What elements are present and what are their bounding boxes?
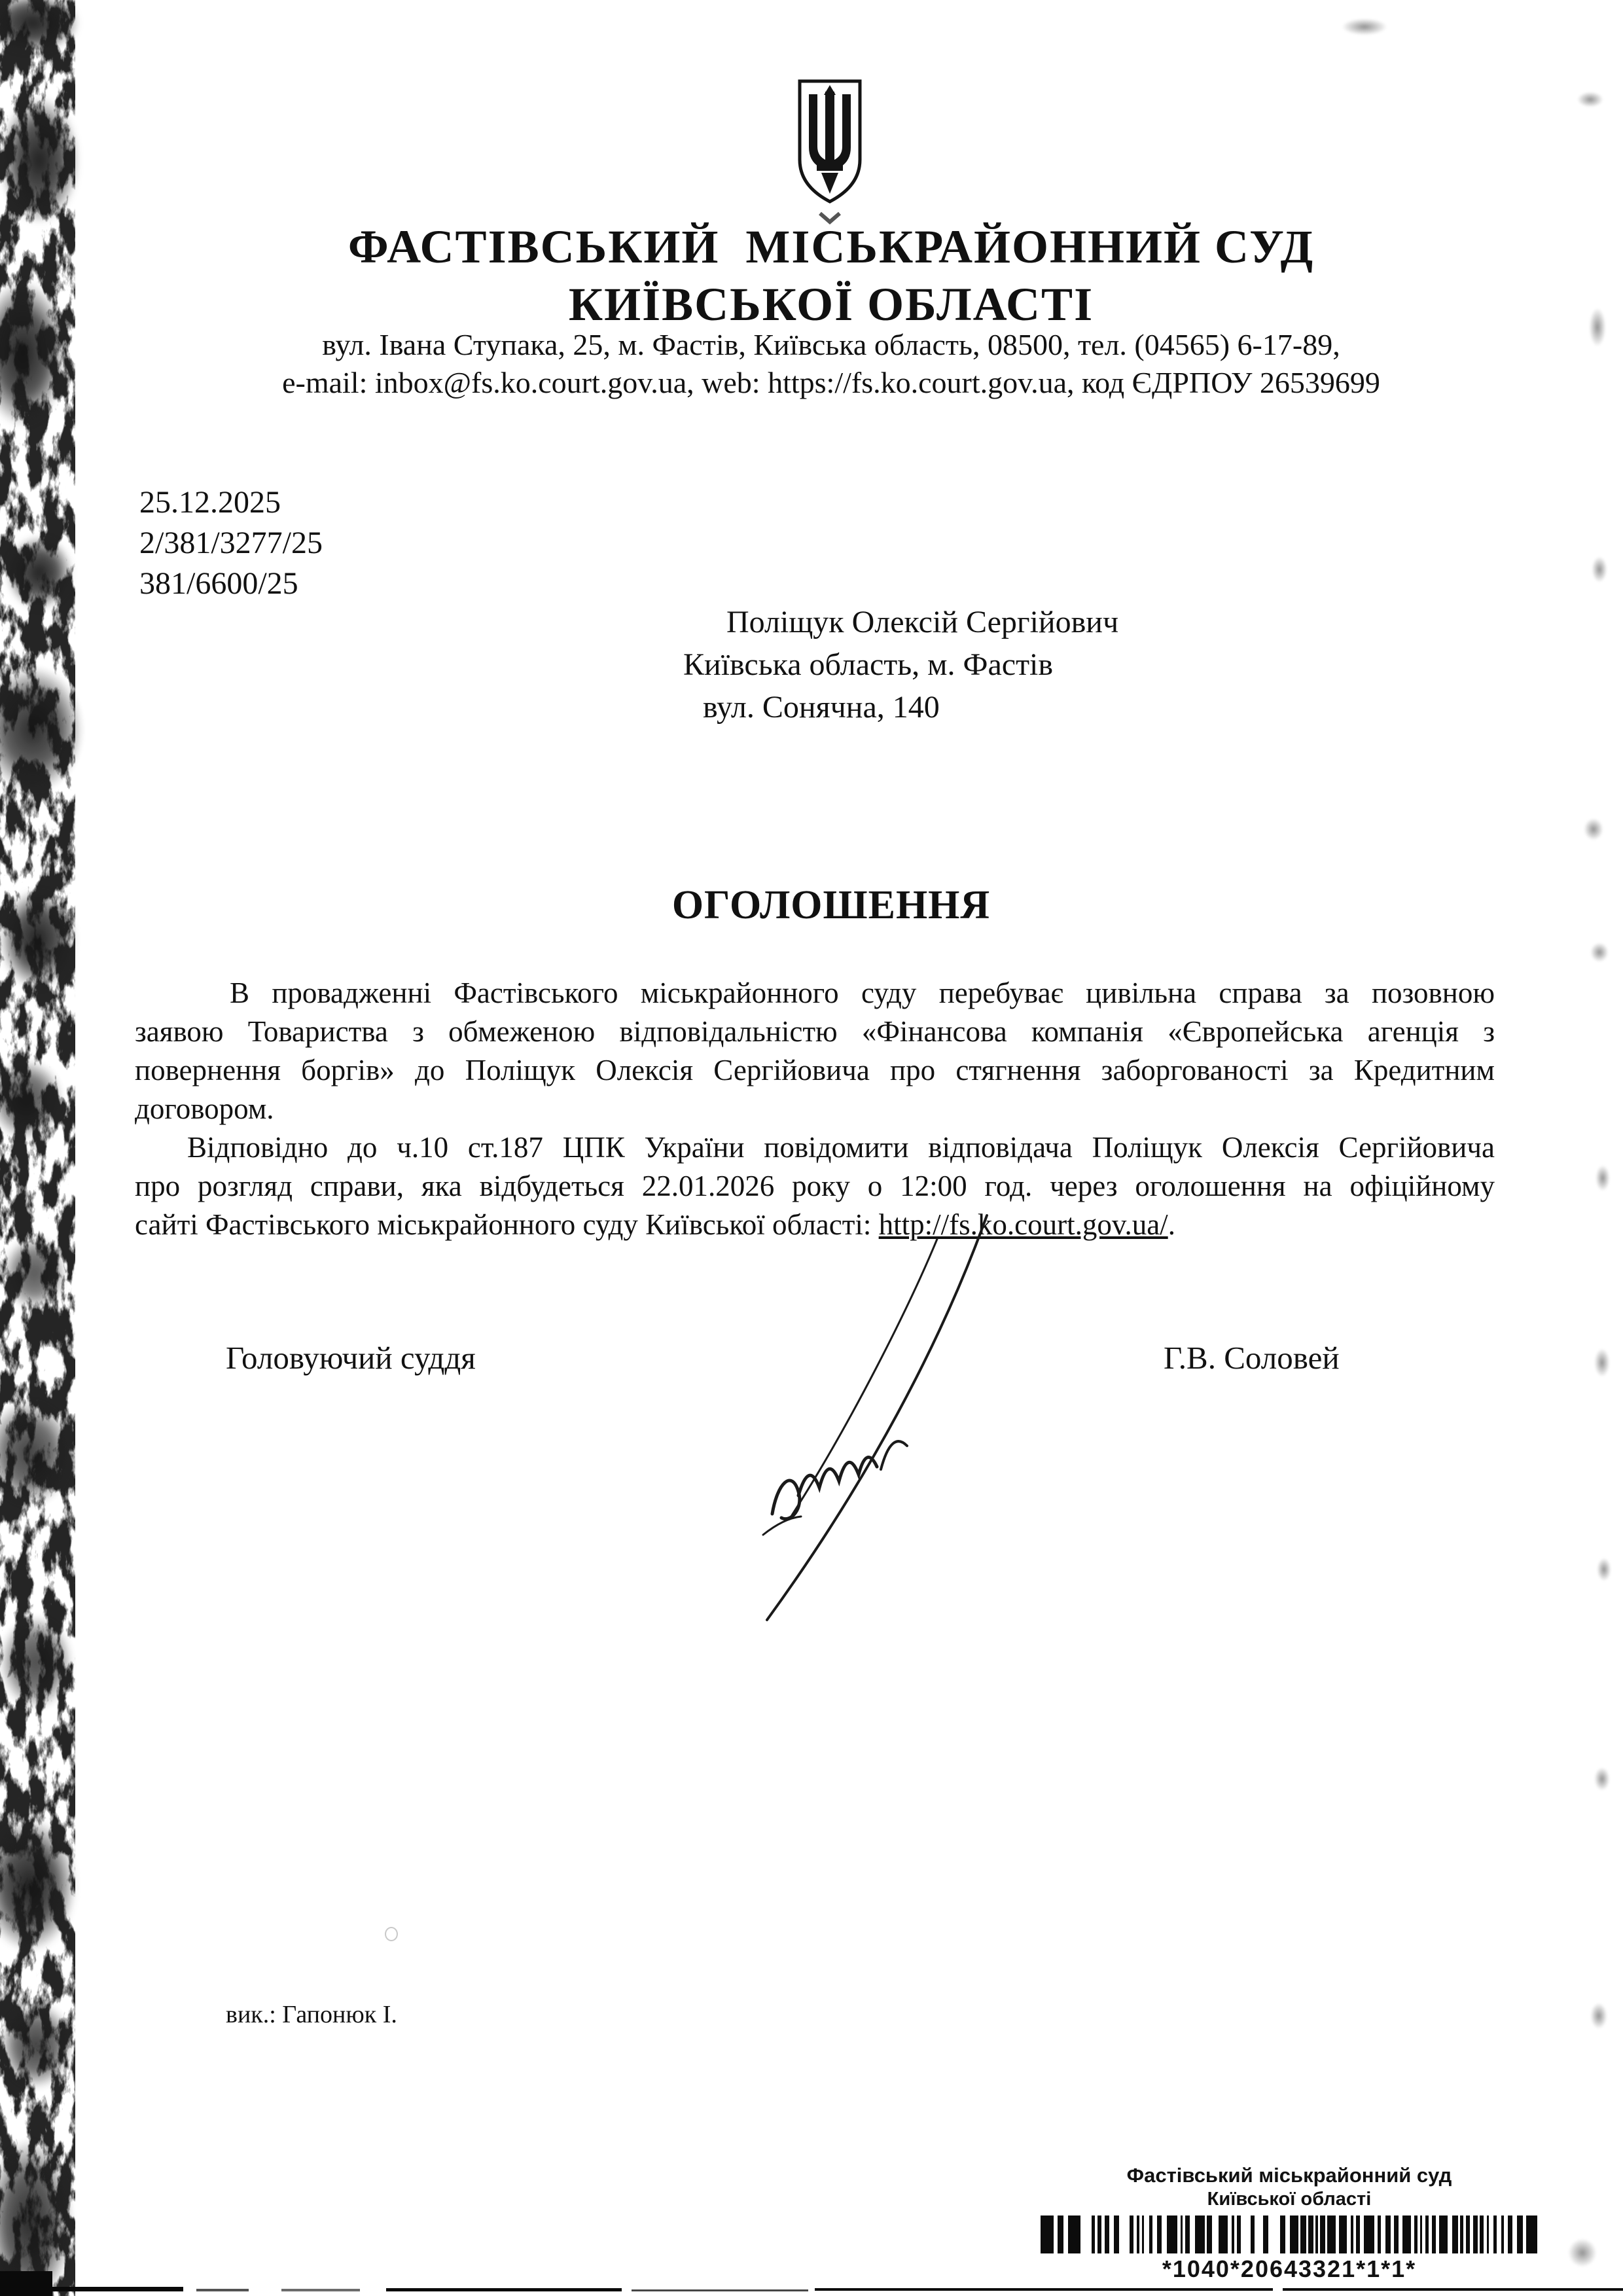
document-meta-block [139, 482, 323, 604]
judge-name: Г.В. Соловей [1164, 1340, 1340, 1376]
scan-speck [1592, 556, 1607, 583]
body-line: договором. [135, 1092, 274, 1125]
body-line-text: . [1168, 1208, 1175, 1241]
barcode-court-label-line1: Фастівський міськрайонний суд [1126, 2164, 1452, 2187]
judge-signature [694, 1208, 1021, 1643]
court-name-line1: ФАСТІВСЬКИЙ МІСЬКРАЙОННИЙ СУД [348, 221, 1315, 273]
court-address: вул. Івана Ступака, 25, м. Фастів, Київська область, 08500, тел. (04565) 6-17-89, [322, 328, 1340, 361]
document-title: ОГОЛОШЕННЯ [671, 883, 991, 927]
recipient-street: вул. Сонячна, 140 [703, 690, 940, 725]
scan-speck [1590, 2003, 1607, 2029]
case-number: 2/381/3277/25 [139, 526, 323, 560]
scan-speck [1568, 2238, 1597, 2267]
scan-edge-artifact [632, 2289, 808, 2291]
scan-edge-artifact [386, 2288, 622, 2291]
scan-edge-artifact [281, 2289, 360, 2291]
court-contacts: e-mail: inbox@fs.ko.court.gov.ua, web: https://fs.ko.court.gov.ua, код ЄДРПОУ 26539699 [282, 366, 1380, 399]
recipient-block [683, 601, 1118, 728]
recipient-name: Поліщук Олексій Сергійович [726, 605, 1119, 639]
body-line: заявою Товариства з обмеженою відповідальністю «Фінансова компанія «Європейська агенція з [135, 1015, 1495, 1048]
scan-speck [1342, 18, 1387, 35]
barcode-value: *1040*20643321*1*1* [1162, 2255, 1417, 2282]
barcode-court-label-line2: Київської області [1207, 2189, 1372, 2210]
scan-speck [1584, 818, 1603, 840]
judge-title-label: Головуючий суддя [226, 1340, 476, 1376]
scan-edge-artifact [815, 2288, 1273, 2291]
court-website-url: http://fs.ko.court.gov.ua/ [878, 1208, 1168, 1241]
proceeding-number: 381/6600/25 [139, 566, 298, 601]
scan-speck [1596, 1165, 1610, 1191]
scan-speck [1594, 1348, 1610, 1377]
court-name-line2: КИЇВСЬКОЇ ОБЛАСТІ [568, 278, 1094, 331]
scan-edge-artifact [0, 2271, 52, 2296]
scan-speck [1597, 1558, 1611, 1581]
scan-ring-artifact [385, 1927, 398, 1941]
body-line: про розгляд справи, яка відбудеться 22.01.2026 року о 12:00 год. через оголошення на офіційному [135, 1170, 1495, 1202]
scan-speck [1590, 942, 1609, 962]
barcode [1041, 2215, 1538, 2253]
body-line: повернення боргів» до Поліщук Олексія Сергійовича про стягнення заборгованості за Кредитним [135, 1054, 1495, 1086]
scan-speck [1577, 92, 1603, 107]
scan-speck [1594, 1767, 1610, 1791]
ukraine-coat-of-arms-icon [784, 76, 876, 231]
executor-note: вик.: Гапонюк І. [226, 2001, 397, 2028]
scan-edge-artifact [1283, 2288, 1623, 2291]
scan-edge-artifact [196, 2289, 249, 2291]
document-date: 25.12.2025 [139, 485, 281, 520]
announcement-body [135, 974, 1495, 1244]
barcode-block [1034, 2164, 1544, 2283]
body-line-text: сайті Фастівського міськрайонного суду Київської області: [135, 1208, 879, 1241]
recipient-locality: Київська область, м. Фастів [683, 647, 1054, 682]
body-line: В провадженні Фастівського міськрайонного суду перебуває цивільна справа за позовною [230, 977, 1495, 1009]
body-line: Відповідно до ч.10 ст.187 ЦПК України повідомити відповідача Поліщук Олексія Сергійовича [187, 1131, 1495, 1164]
scan-edge-artifact [39, 2287, 183, 2291]
